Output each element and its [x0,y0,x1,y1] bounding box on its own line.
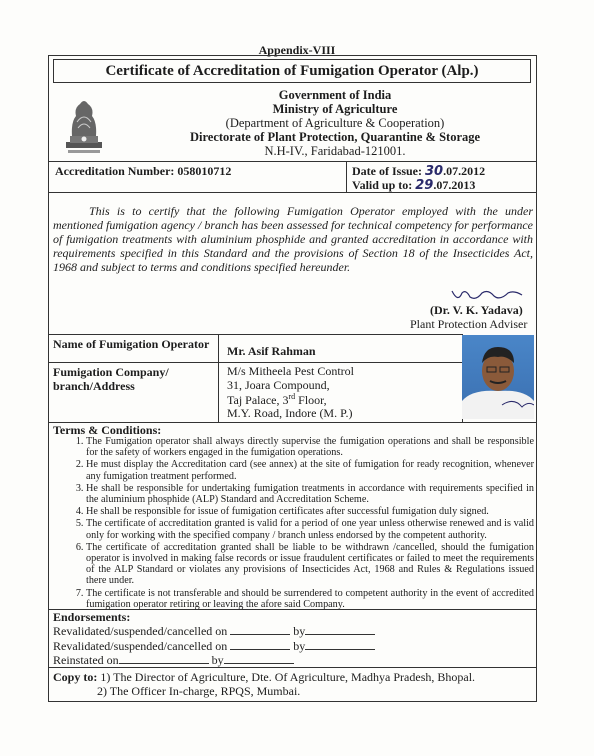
term-item: 3. He shall be responsible for undertaking fumigation treatments in accordance with requirements specified in the aluminium phosphide (ALP) Standard and Accreditation Scheme. [86,483,534,505]
terms-heading: Terms & Conditions: [53,423,162,437]
divider [48,667,537,668]
issuer-line-2: Ministry of Agriculture [272,102,398,116]
divider [346,161,347,192]
endorsement-row-1: Revalidated/suspended/cancelled on by [53,624,375,639]
term-item: 5. The certificate of accreditation granted is valid for a period of one year unless otherwise renewed and is valid only for working with the specified company / branch unless endorsed by the competent authority. [86,518,534,540]
term-item: 1. The Fumigation operator shall always directly supervise the fumigation operations and shall be responsible for the safety of workers engaged in the fumigation operations. [86,436,534,458]
copy-line-1: Copy to: 1) The Director of Agriculture, Dte. Of Agriculture, Madhya Pradesh, Bhopal. [53,670,476,684]
company-label-2: branch/Address [53,379,135,393]
signatory-name: (Dr. V. K. Yadava) [430,303,523,317]
issuer-line-5: N.H-IV., Faridabad-121001. [264,144,406,158]
divider [218,334,219,422]
operator-name-value: Mr. Asif Rahman [227,344,316,358]
accreditation-number: Accreditation Number: 058010712 [55,164,232,178]
issuer-line-1: Government of India [278,88,392,102]
term-item: 2. He must display the Accreditation card (see annex) at the site of fumigation for ready recognition, whenever any fumigation treatment performed. [86,459,534,481]
appendix-label: Appendix-VIII [258,43,336,57]
national-emblem-icon [62,92,106,158]
terms-list [68,436,534,611]
issuer-line-4: Directorate of Plant Protection, Quarantine & Storage [189,130,481,144]
divider [48,334,462,335]
person-photo-icon [462,335,534,419]
signatory-title: Plant Protection Adviser [410,317,528,331]
address-line-3: Taj Palace, 3rd Floor, [227,392,327,407]
issuer-line-3: (Department of Agriculture & Cooperation) [225,116,445,130]
divider [48,161,537,162]
endorsement-row-3: Reinstated on by [53,653,294,668]
copy-line-2: 2) The Officer In-charge, RPQS, Mumbai. [97,684,301,698]
address-line-2: 31, Joara Compound, [227,378,330,392]
term-item: 7. The certificate is not transferable and should be surrendered to competent authority in the event of accredited fumigation operator retiring or leaving the afore said Company. [86,588,534,610]
operator-photo [462,335,534,419]
endorsements-heading: Endorsements: [53,610,131,624]
term-item: 4. He shall be responsible for issue of fumigation certificates after successful fumigation duly signed. [86,506,534,517]
certificate-title: Certificate of Accreditation of Fumigation Operator (Alp.) [53,59,531,83]
valid-day: 29 [415,178,434,193]
operator-name-label: Name of Fumigation Operator [53,337,210,351]
address-line-4: M.Y. Road, Indore (M. P.) [227,406,353,420]
certify-paragraph: This is to certify that the following Fumigation Operator employed with the under mentioned fumigation agency / branch has been assessed for technical competency for performance of fumigation treatments with aluminium phosphide and granted accreditation in accordance with requirements specified in this Standard and the provisions of Section 18 of the Insecticides Act, 1968 and subject to terms and conditions specified hereunder. [53,204,533,274]
term-item: 6. The certificate of accreditation granted shall be liable to be withdrawn /cancelled, should the fumigation operator is involved in making false records or issue fraudulent certificates or failed to meet the requirements of the ALP Standard or violates any provisions of Insecticides Act, 1968 and Rules & Regulations issued there under. [86,542,534,587]
date-of-issue: Date of Issue: 30.07.2012 [352,164,486,179]
valid-up-to: Valid up to: 29.07.2013 [352,178,476,193]
divider [48,362,462,363]
company-label-1: Fumigation Company/ [53,365,169,379]
address-line-1: M/s Mitheela Pest Control [227,364,354,378]
endorsement-row-2: Revalidated/suspended/cancelled on by [53,639,375,654]
issue-day: 30 [425,164,444,179]
